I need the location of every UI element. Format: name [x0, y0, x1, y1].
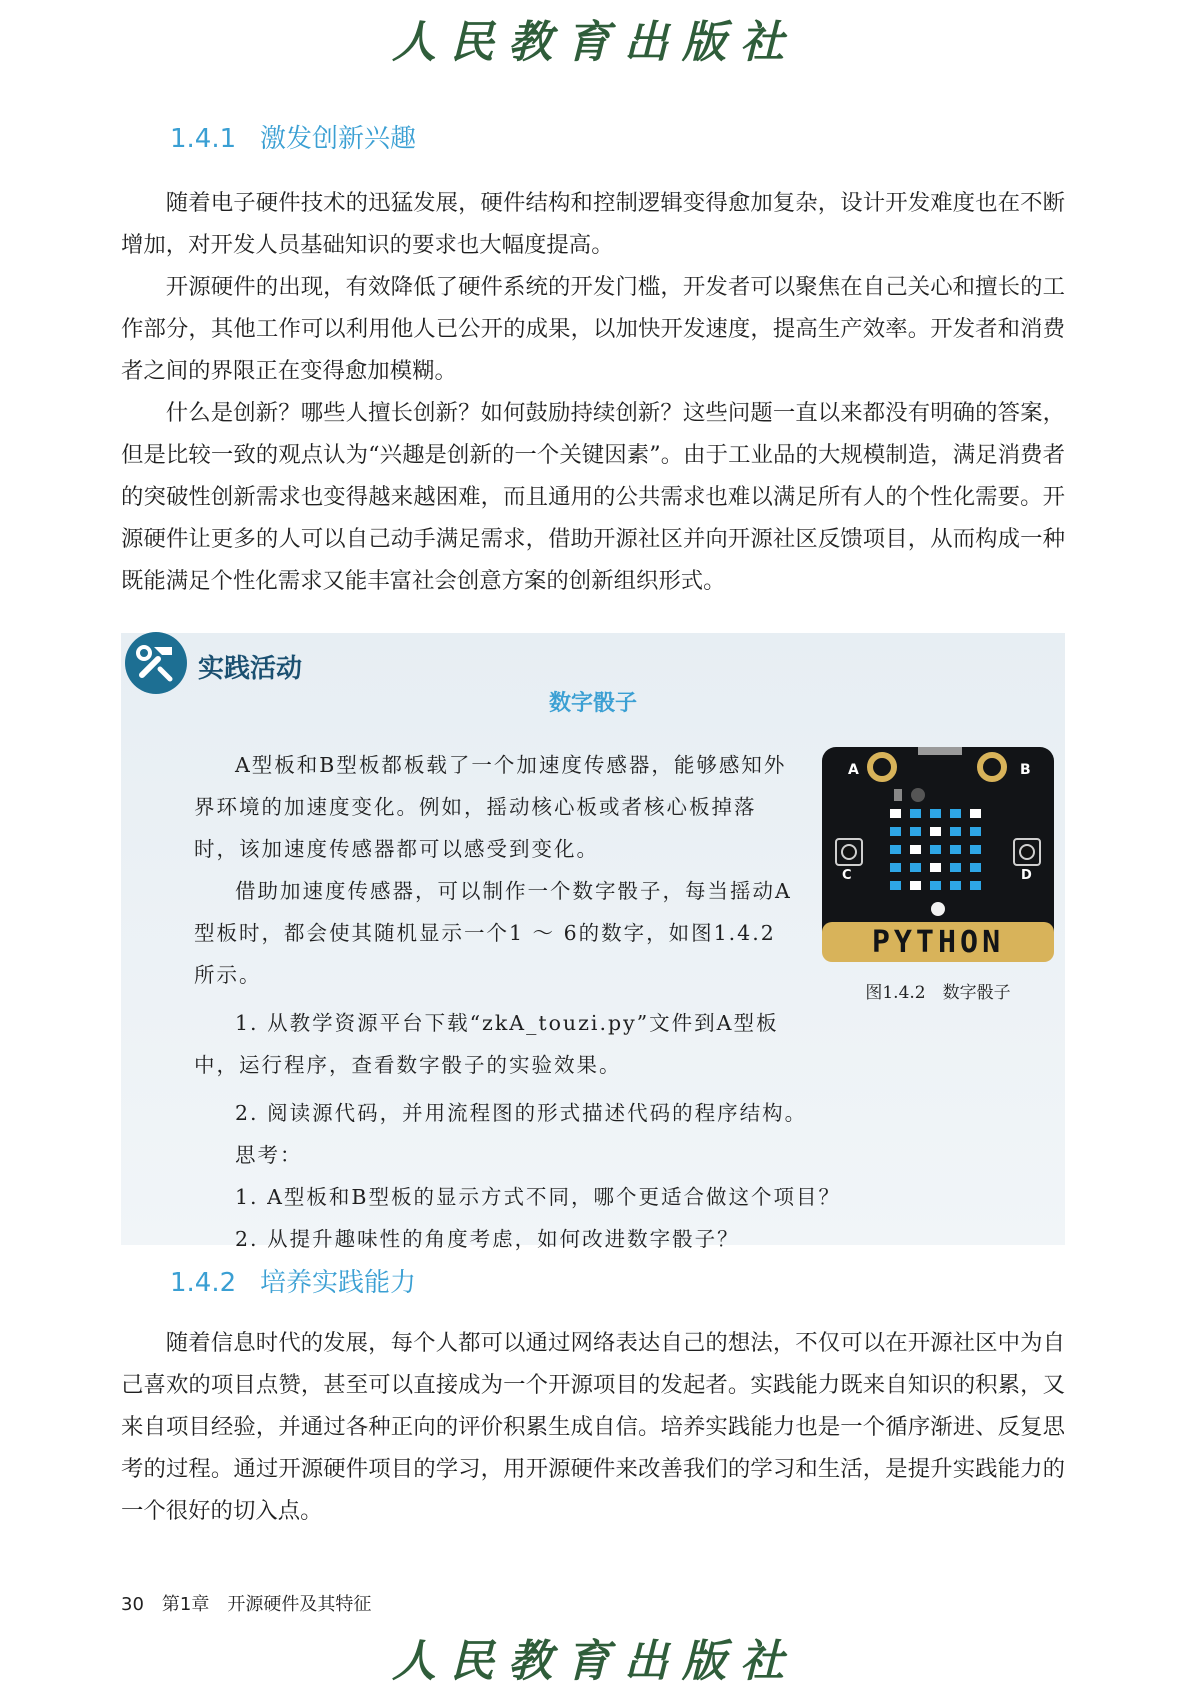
section-number: 1.4.2 [170, 1268, 237, 1298]
led-pixel [970, 809, 981, 818]
led-pixel [950, 827, 961, 836]
page-number: 30 [121, 1594, 144, 1615]
section-title: 激发创新兴趣 [260, 124, 417, 154]
led-pixel [930, 881, 941, 890]
page-footer [121, 1590, 389, 1616]
paragraph: 开源硬件的出现，有效降低了硬件系统的开发门槛，开发者可以聚焦在自己关心和擅长的工作部分，其他工作可以利用他人已公开的成果，以加快开发速度，提高生产效率。开发者和消费者之间的界限正在变得愈加模糊。 [121, 274, 1065, 384]
led-pixel [890, 881, 901, 890]
pin-label-b: B [1020, 762, 1031, 778]
led-pixel [970, 827, 981, 836]
led-pixel [910, 809, 921, 818]
pin-label-a: A [848, 762, 859, 778]
question: 1. A型板和B型板的显示方式不同，哪个更适合做这个项目？ [235, 1185, 841, 1209]
led-pixel [970, 845, 981, 854]
led-pixel [950, 809, 961, 818]
activity-paragraph: A型板和B型板都板载了一个加速度传感器，能够感知外界环境的加速度变化。例如，摇动核心板或者核心板掉落时，该加速度传感器都可以感受到变化。 [194, 753, 787, 861]
pin-label-c: C [842, 868, 852, 883]
led-pixel [910, 827, 921, 836]
led-pixel [910, 863, 921, 872]
led-pixel [930, 809, 941, 818]
activity-subtitle: 数字骰子 [548, 691, 637, 716]
led-pixel [950, 863, 961, 872]
led-pixel [930, 845, 941, 854]
led-pixel [930, 863, 941, 872]
figure-caption: 图1.4.2 数字骰子 [865, 983, 1011, 1003]
led-pixel [930, 827, 941, 836]
pin-label-d: D [1021, 868, 1032, 883]
activity-step-1: 1. 从教学资源平台下载“zkA_touzi.py”文件到A型板中，运行程序，查看数字骰子的实验效果。 [194, 1011, 779, 1077]
section-heading-1-4-2 [170, 1262, 416, 1299]
paragraph: 随着信息时代的发展，每个人都可以通过网络表达自己的想法，不仅可以在开源社区中为自己喜欢的项目点赞，甚至可以直接成为一个开源项目的发起者。实践能力既来自知识的积累，又来自项目经验，并通过各种正向的评价积累生成自信。培养实践能力也是一个循序渐进、反复思考的过程。通过开源硬件项目的学习，用开源硬件来改善我们的学习和生活，是提升实践能力的一个很好的切入点。 [121, 1330, 1065, 1524]
section-title: 培养实践能力 [260, 1268, 417, 1298]
publisher-logo-top: 人民教育出版社 [392, 17, 798, 68]
board-logo-text: PYTHON [871, 925, 1005, 960]
led-pixel [950, 881, 961, 890]
question: 2. 从提升趣味性的角度考虑，如何改进数字骰子？ [235, 1227, 740, 1251]
section-number: 1.4.1 [170, 124, 237, 154]
led-pixel [970, 881, 981, 890]
think-label: 思考： [235, 1143, 303, 1167]
activity-step-2: 2. 阅读源代码，并用流程图的形式描述代码的程序结构。 [235, 1101, 808, 1125]
activity-title: 实践活动 [198, 654, 303, 684]
paragraph: 随着电子硬件技术的迅猛发展，硬件结构和控制逻辑变得愈加复杂，设计开发难度也在不断增加，对开发人员基础知识的要求也大幅度提高。 [121, 190, 1065, 258]
dice-board-figure [822, 747, 1054, 962]
led-pixel [910, 845, 921, 854]
led-pixel [950, 845, 961, 854]
activity-paragraph: 借助加速度传感器，可以制作一个数字骰子，每当摇动A型板时，都会使其随机显示一个1 ～ 6的数字，如图1.4.2所示。 [194, 879, 792, 987]
led-pixel [890, 809, 901, 818]
section-heading-1-4-1 [170, 118, 416, 155]
activity-text-lower [194, 1092, 1034, 1260]
section2-body [121, 1322, 1065, 1532]
led-pixel [910, 881, 921, 890]
activity-text [194, 744, 794, 1086]
led-pixel [890, 863, 901, 872]
chapter-title: 开源硬件及其特征 [227, 1594, 372, 1615]
publisher-logo-bottom: 人民教育出版社 [392, 1636, 798, 1687]
led-pixel [890, 827, 901, 836]
led-pixel [970, 863, 981, 872]
section1-body [121, 182, 1065, 602]
paragraph: 什么是创新？哪些人擅长创新？如何鼓励持续创新？这些问题一直以来都没有明确的答案，但是比较一致的观点认为“兴趣是创新的一个关键因素”。由于工业品的大规模制造，满足消费者的突破性创新需求也变得越来越困难，而且通用的公共需求也难以满足所有人的个性化需要。开源硬件让更多的人可以自己动手满足需求，借助开源社区并向开源社区反馈项目，从而构成一种既能满足个性化需求又能丰富社会创意方案的创新组织形式。 [121, 400, 1065, 594]
chapter-label: 第1章 [161, 1594, 210, 1615]
led-pixel [890, 845, 901, 854]
